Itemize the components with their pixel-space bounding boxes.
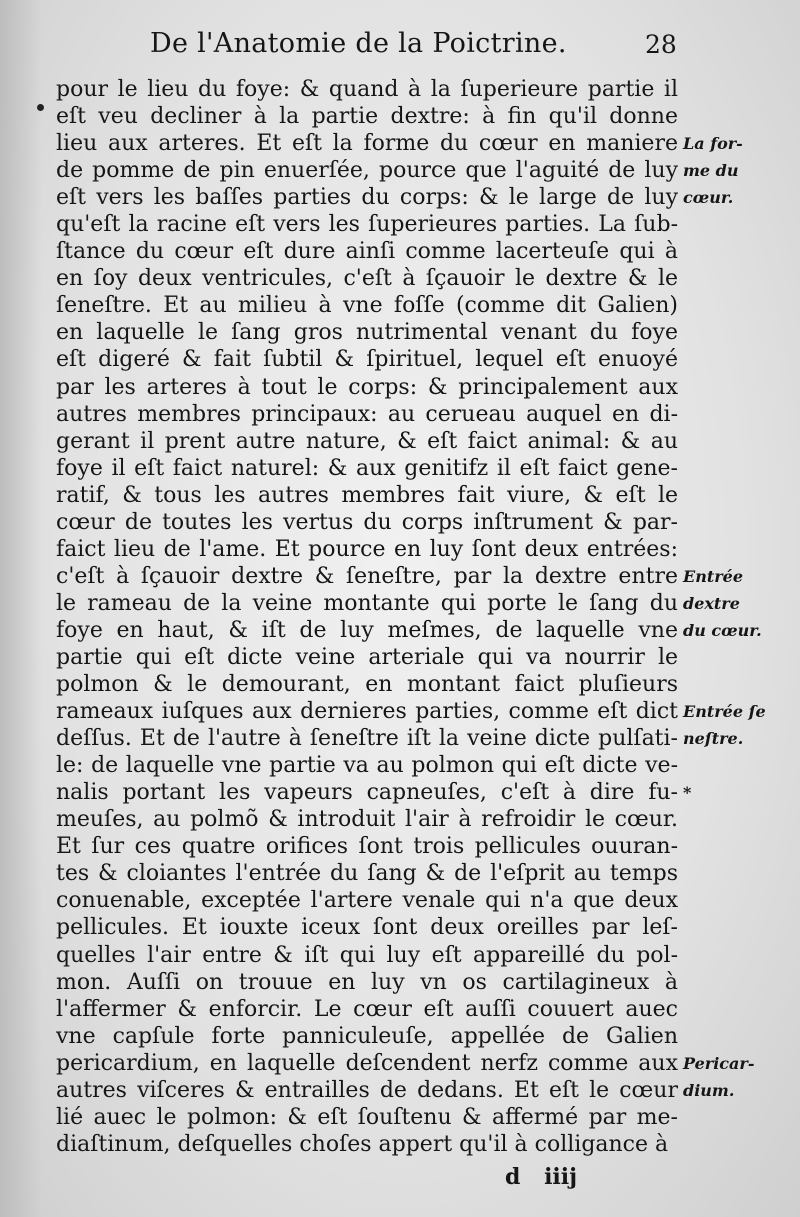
text-line: foye il eſt faict naturel: & aux genitifz il eſt faict gene- [56,455,678,481]
text-line: autres viſceres & entrailles de dedans. Et eſt le cœur [56,1077,678,1103]
text-line: pericardium, en laquelle deſcendent nerfz comme aux [56,1050,678,1076]
margin-dot-mark [37,104,44,111]
signature-mark [505,1164,593,1190]
text-line: conuenable, exceptée l'artere venale qui n'a que deux [56,888,678,914]
text-line: tes & cloiantes l'entrée du ſang & de l'eſprit au temps [56,861,678,887]
margin-note-line: dextre [683,593,740,613]
margin-note-line: me du [683,161,739,181]
text-line: l'affermer & enforcir. Le cœur eſt auſſi couuert auec [56,996,678,1022]
text-line: ſeneſtre. Et au milieu à vne foſſe (comme dit Galien) [56,293,678,319]
text-line: pour le lieu du foye: & quand à la ſuperieure partie il [56,77,678,102]
text-line: eſt veu decliner à la partie dextre: à fin qu'il donne [56,104,678,130]
text-line: eſt digeré & fait ſubtil & ſpirituel, lequel eſt enuoyé [56,347,678,373]
margin-note-line: neſtre. [683,729,744,749]
page-header [0,28,800,68]
text-line: le: de laquelle vne partie va au polmon qui eſt dicte ve- [56,753,678,779]
text-line: c'eſt à ſçauoir dextre & ſeneſtre, par la dextre entre [56,563,678,589]
note-la-forme-du-coeur [683,130,743,211]
page-number: 28 [645,30,677,59]
text-line: ſtance du cœur eſt dure ainſi comme lacerteuſe qui à [56,239,678,265]
text-line: pellicules. Et iouxte iceux ſont deux oreilles par leſ- [56,915,678,941]
note-asterisk [683,779,691,806]
note-entree-senestre [683,698,766,752]
text-line: cœur de toutes les vertus du corps inſtrument & par- [56,509,678,535]
text-line: le rameau de la veine montante qui porte le ſang du [56,590,678,616]
margin-note-line: Entrée ſe [683,702,766,722]
binding-shadow [0,0,42,1217]
text-line: deſſus. Et de l'autre à ſeneſtre iſt la veine dicte pulſati- [56,726,678,752]
margin-note-line: Entrée [683,566,744,586]
text-line: polmon & le demourant, en montant faict pluſieurs [56,672,678,698]
signature-number: iiij [544,1164,578,1190]
signature-letter: d [505,1164,521,1190]
text-line: foye en haut, & iſt de luy meſmes, de laquelle vne [56,617,678,643]
text-line: qu'eſt la racine eſt vers les ſuperieures parties. La ſub- [56,212,678,238]
margin-note-line: dium. [683,1080,735,1100]
text-line: gerant il prent autre nature, & eſt faict animal: & au [56,428,678,454]
margin-note-line: La for- [683,134,743,154]
text-line: mon. Auſſi on trouue en luy vn os cartilagineux à [56,969,678,995]
text-line: autres membres principaux: au cerueau auquel en di- [56,401,678,427]
margin-note-line: cœur. [683,188,734,208]
note-entree-dextre [683,563,762,644]
text-line: lieu aux arteres. Et eſt la forme du cœur en maniere [56,131,678,157]
text-line: quelles l'air entre & iſt qui luy eſt appareillé du pol- [56,942,678,968]
text-line: rameaux iuſques aux dernieres parties, comme eſt dict [56,699,678,725]
text-line: de pomme de pin enuerſée, pource que l'aguité de luy [56,158,678,184]
text-line: eſt vers les baſſes parties du corps: & le large de luy [56,185,678,211]
margin-note-line: Pericar- [683,1053,755,1073]
text-line: meuſes, au polmõ & introduit l'air à refroidir le cœur. [56,807,678,833]
running-title: De l'Anatomie de la Poictrine. [150,28,567,59]
text-line: partie qui eſt dicte veine arteriale qui va nourrir le [56,644,678,670]
text-line: faict lieu de l'ame. Et pource en luy ſont deux entrées: [56,536,678,562]
text-line: en laquelle le ſang gros nutrimental venant du foye [56,320,678,346]
text-line: lié auec le polmon: & eſt ſouſtenu & affermé par me- [56,1104,678,1130]
text-line: diaſtinum, deſquelles choſes appert qu'il à colligance à [56,1131,669,1157]
margin-note-line: * [683,783,692,803]
body-text [56,76,678,1158]
margin-note-line: du cœur. [683,620,762,640]
note-pericardium [683,1050,754,1104]
text-line: nalis portant les vapeurs capneuſes, c'eſt à dire fu- [56,780,678,806]
text-line: par les arteres à tout le corps: & principalement aux [56,374,678,400]
text-line: Et ſur ces quatre orifices ſont trois pellicules ouuran- [56,834,678,860]
text-line: en ſoy deux ventricules, c'eſt à ſçauoir le dextre & le [56,266,678,292]
text-line: ratif, & tous les autres membres fait viure, & eſt le [56,482,678,508]
text-line: vne capſule forte panniculeuſe, appellée de Galien [56,1023,678,1049]
